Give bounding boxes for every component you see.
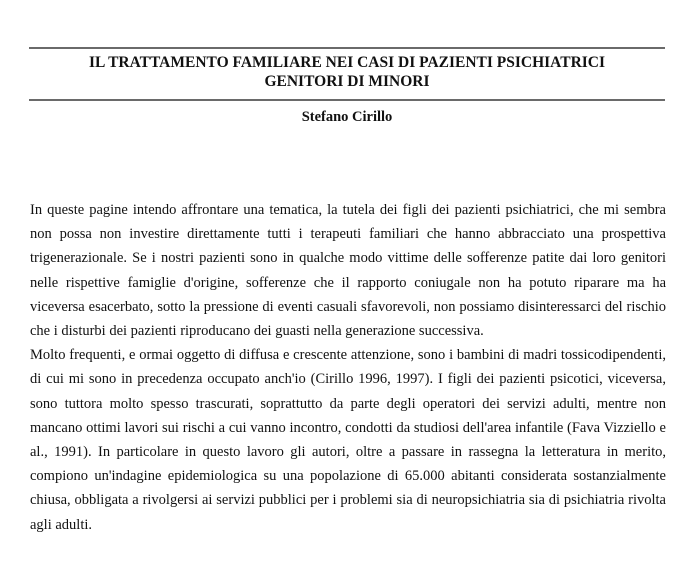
title-line-2: GENITORI DI MINORI — [264, 73, 430, 90]
paragraph-1: In queste pagine intendo affrontare una tematica, la tutela dei figli dei pazienti psichiatrici, che mi sembra non possa non investire direttamente tutti i terapeuti familiari che hanno abbracciato una prospettiva trigenerazionale. Se i nostri pazienti sono in qualche modo vittime delle sofferenze patite dai loro genitori nelle rispettive famiglie d'origine, sofferenze che il rapporto coniugale non ha potuto riparare ma ha viceversa esacerbato, sotto la pressione di eventi casuali sfavorevoli, non possiamo disinteressarci del rischio che i disturbi dei pazienti riproducano dei guasti nella generazione successiva. — [30, 202, 666, 340]
article-body — [30, 198, 666, 537]
top-rule — [29, 47, 665, 49]
author-name: Stefano Cirillo — [301, 109, 393, 125]
article-title — [29, 53, 665, 91]
paragraph-2: Molto frequenti, e ormai oggetto di diffusa e crescente attenzione, sono i bambini di madri tossicodipendenti, di cui mi sono in precedenza occupato anch'io (Cirillo 1996, 1997). I figli dei pazienti psicotici, viceversa, sono tuttora molto spesso trascurati, soprattutto da parte degli operatori dei servizi adulti, mentre non mancano ottimi lavori sui rischi a cui vanno incontro, condotti da studiosi dell'area infantile (Fava Vizziello e al., 1991). In particolare in questo lavoro gli autori, oltre a passare in rassegna la letteratura in merito, compiono un'indagine epidemiologica su una popolazione di 65.000 abitanti considerata sostanzialmente chiusa, obbligata a rivolgersi ai servizi pubblici per i problemi sia di neuropsichiatria sia di psichiatria rivolta agli adulti. — [30, 347, 666, 533]
bottom-rule — [29, 99, 665, 101]
title-line-1: IL TRATTAMENTO FAMILIARE NEI CASI DI PAZIENTI PSICHIATRICI — [88, 54, 606, 71]
